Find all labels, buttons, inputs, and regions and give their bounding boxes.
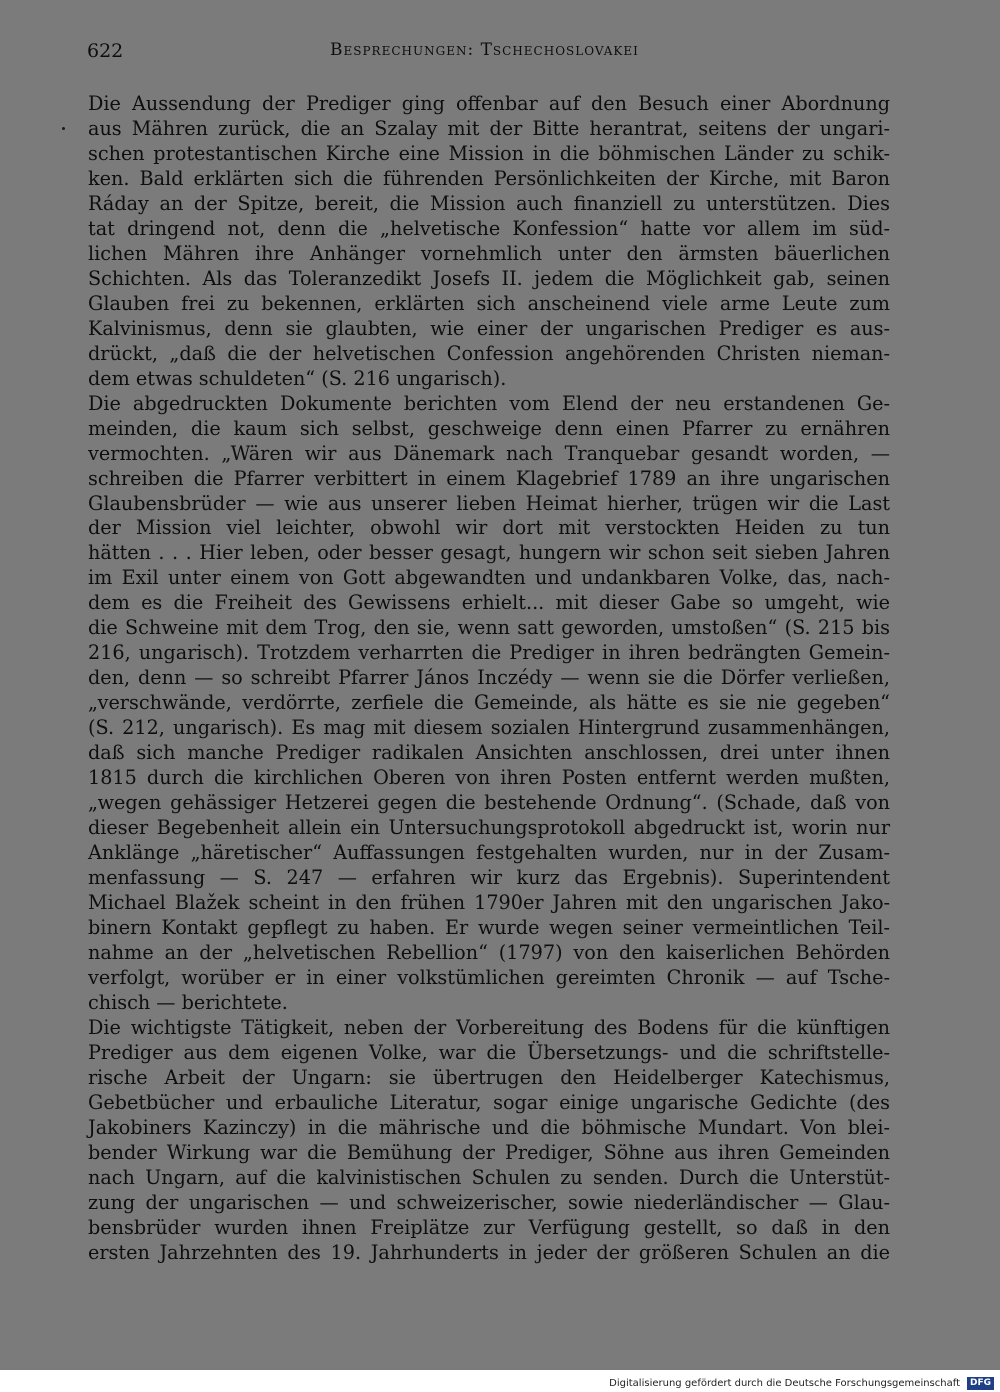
text-line: Michael Blažek scheint in den frühen 1790er Jahren mit den ungarischen Jako- (88, 891, 890, 914)
text-line: schen protestantischen Kirche eine Mission in die böhmischen Länder zu schik- (88, 141, 890, 165)
text-line: binern Kontakt gepflegt zu haben. Er wurde wegen seiner vermeintlichen Teil- (88, 915, 890, 939)
text-line: Jakobiners Kazinczy) in die mährische und die böhmische Mundart. Von blei- (88, 1115, 890, 1139)
text-line: Die Aussendung der Prediger ging offenbar auf den Besuch einer Abordnung (88, 92, 890, 115)
stray-mark (62, 127, 65, 130)
text-line: tat dringend not, denn die „helvetische Konfession“ hatte vor allem im süd- (88, 216, 890, 240)
body-text (88, 92, 890, 1266)
text-line: bender Wirkung war die Bemühung der Prediger, Söhne aus ihren Gemeinden (88, 1140, 890, 1164)
text-line: schreiben die Pfarrer verbittert in einem Klagebrief 1789 an ihre ungarischen (88, 466, 890, 490)
text-line: die Schweine mit dem Trog, den sie, wenn satt geworden, umstoßen“ (S. 215 bis (88, 616, 890, 640)
text-line: Glauben frei zu bekennen, erklärten sich anscheinend viele arme Leute zum (88, 291, 890, 315)
text-line: lichen Mähren ihre Anhänger vornehmlich unter den ärmsten bäuerlichen (88, 241, 890, 265)
text-line: der Mission viel leichter, obwohl wir dort mit verstockten Heiden zu tun (88, 516, 890, 540)
footer-credit: Digitalisierung gefördert durch die Deutsche Forschungsgemeinschaft (609, 1378, 960, 1389)
text-line: Kalvinismus, denn sie glaubten, wie einer der ungarischen Prediger es aus- (88, 316, 890, 340)
text-line: dem es die Freiheit des Gewissens erhielt... mit dieser Gabe so umgeht, wie (88, 591, 890, 615)
text-line: dieser Begebenheit allein ein Untersuchungsprotokoll abgedruckt ist, worin nur (88, 816, 890, 840)
text-line: Die abgedruckten Dokumente berichten vom Elend der neu erstandenen Ge- (88, 391, 890, 415)
text-line: chisch — berichtete. (88, 990, 288, 1014)
text-line: Anklänge „häretischer“ Auffassungen festgehalten wurden, nur in der Zusam- (88, 841, 890, 865)
text-line: menfassung — S. 247 — erfahren wir kurz das Ergebnis). Superintendent (88, 866, 890, 890)
text-line: vermochten. „Wären wir aus Dänemark nach Tranquebar gesandt worden, — (88, 441, 890, 465)
text-line: aus Mähren zurück, die an Szalay mit der Bitte herantrat, seitens der ungari- (88, 116, 890, 140)
text-line: Ráday an der Spitze, bereit, die Mission auch finanziell zu unterstützen. Dies (88, 191, 890, 215)
text-line: im Exil unter einem von Gott abgewandten und undankbaren Volke, das, nach- (88, 566, 890, 590)
page-number: 622 (87, 40, 124, 62)
text-line: bensbrüder wurden ihnen Freiplätze zur Verfügung gestellt, so daß in den (88, 1215, 890, 1239)
text-line: den, denn — so schreibt Pfarrer János Inczédy — wenn sie die Dörfer verließen, (88, 666, 890, 690)
text-line: ken. Bald erklärten sich die führenden Persönlichkeiten der Kirche, mit Baron (88, 166, 890, 190)
text-line: meinden, die kaum sich selbst, geschweige denn einen Pfarrer zu ernähren (88, 416, 890, 440)
text-line: daß sich manche Prediger radikalen Ansichten anschlossen, drei unter ihnen (88, 741, 890, 765)
text-line: Die wichtigste Tätigkeit, neben der Vorbereitung des Bodens für die künftigen (88, 1015, 890, 1039)
text-line: Glaubensbrüder — wie aus unserer lieben Heimat hierher, trügen wir die Last (88, 491, 890, 515)
text-line: 1815 durch die kirchlichen Oberen von ihren Posten entfernt werden mußten, (88, 766, 890, 790)
text-line: drückt, „daß die der helvetischen Confession angehörenden Christen nieman- (88, 341, 890, 365)
text-line: hätten . . . Hier leben, oder besser gesagt, hungern wir schon seit sieben Jahren (88, 541, 890, 565)
text-line: dem etwas schuldeten“ (S. 216 ungarisch). (88, 366, 507, 390)
text-line: „wegen gehässiger Hetzerei gegen die bestehende Ordnung“. (Schade, daß von (88, 791, 890, 815)
text-line: zung der ungarischen — und schweizerischer, sowie niederländischer — Glau- (88, 1190, 890, 1214)
text-line: nach Ungarn, auf die kalvinistischen Schulen zu senden. Durch die Unterstüt- (88, 1165, 890, 1189)
dfg-logo: DFG (967, 1377, 994, 1390)
text-line: Gebetbücher und erbauliche Literatur, sogar einige ungarische Gedichte (des (88, 1090, 890, 1114)
text-line: verfolgt, worüber er in einer volkstümlichen gereimten Chronik — auf Tsche- (88, 965, 890, 989)
text-line: rische Arbeit der Ungarn: sie übertrugen den Heidelberger Katechismus, (88, 1065, 890, 1089)
running-head: Besprechungen: Tschechoslovakei (330, 40, 639, 60)
text-line: 216, ungarisch). Trotzdem verharrten die Prediger in ihren bedrängten Gemein- (88, 641, 890, 665)
text-line: „verschwände, verdörrte, zerfiele die Gemeinde, als hätte es sie nie gegeben“ (88, 691, 890, 715)
text-line: Schichten. Als das Toleranzedikt Josefs II. jedem die Möglichkeit gab, seinen (88, 266, 890, 290)
text-line: ersten Jahrzehnten des 19. Jahrhunderts in jeder der größeren Schulen an die (88, 1240, 890, 1264)
text-line: (S. 212, ungarisch). Es mag mit diesem sozialen Hintergrund zusammenhängen, (88, 716, 890, 740)
text-line: nahme an der „helvetischen Rebellion“ (1797) von den kaiserlichen Behörden (88, 940, 890, 964)
text-line: Prediger aus dem eigenen Volke, war die Übersetzungs- und die schriftstelle- (88, 1040, 890, 1064)
